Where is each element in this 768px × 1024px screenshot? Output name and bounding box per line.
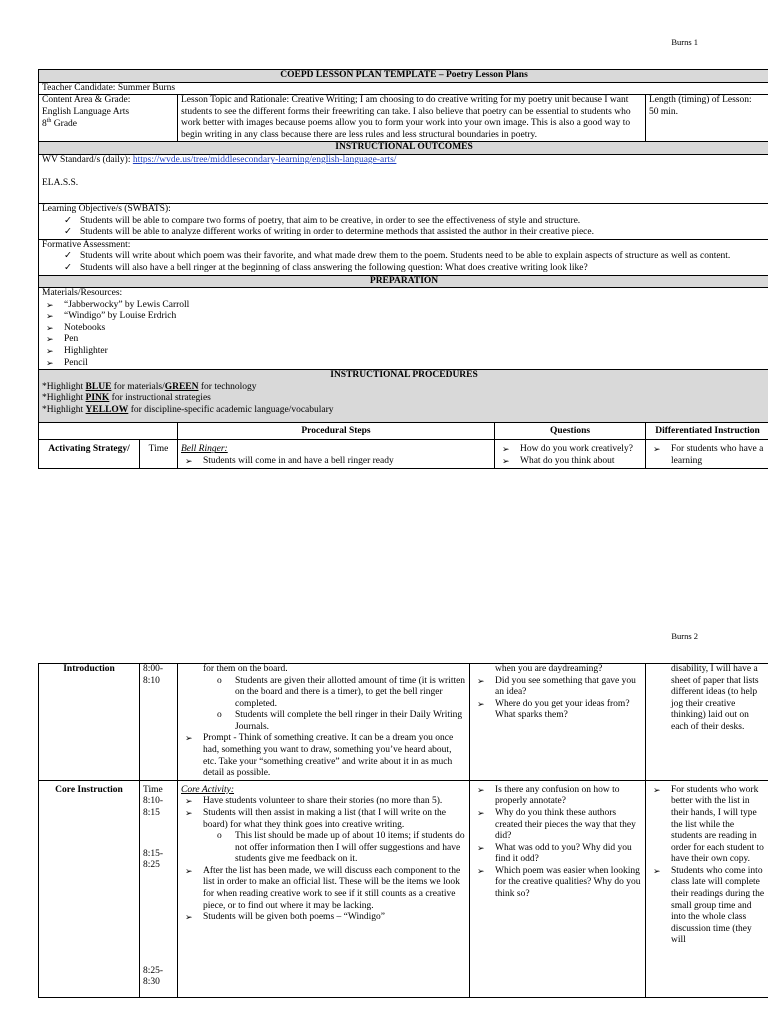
intro-sub-item: o Students are given their allotted amount of time (it is written on the board and there is a timer), to get the bell ringer completed. xyxy=(203,676,466,711)
core-diff-list xyxy=(649,785,766,947)
lesson-length-cell xyxy=(646,95,768,142)
intro-question-list xyxy=(473,676,642,722)
core-sub-item: o This list should be made up of about 10 items; if students do not offer information then I will offer suggestions and have students give me feedback on it. xyxy=(203,831,466,866)
col-header-questions: Questions xyxy=(495,423,646,440)
preparation-header: PREPARATION xyxy=(39,275,768,288)
core-time-1: 8:10-8:15 xyxy=(143,796,164,818)
length-label: Length (timing) of Lesson: xyxy=(649,95,752,106)
intro-questions xyxy=(470,664,646,781)
bell-ringer-title: Bell Ringer: xyxy=(181,444,228,455)
blank-header-cell xyxy=(39,423,178,440)
core-time-2: 8:15-8:25 xyxy=(143,848,164,871)
materials-list xyxy=(42,300,766,369)
hl-blue: BLUE xyxy=(85,381,112,392)
material-item: ➢ Notebooks xyxy=(42,323,766,335)
activating-label: Activating Strategy/ xyxy=(39,440,140,468)
wv-standard xyxy=(42,155,766,167)
material-item: ➢ “Jabberwocky” by Lewis Carroll xyxy=(42,300,766,312)
hl-mid: for instructional strategies xyxy=(109,393,211,404)
question-item: ➢ What do you think about xyxy=(498,456,642,468)
formative-label: Formative Assessment: xyxy=(42,239,131,250)
intro-label: Introduction xyxy=(39,664,140,781)
core-steps-list-a xyxy=(181,796,466,831)
question-item: ➢ Why do you think these authors created their pieces the way that they did? xyxy=(473,808,642,843)
length-value: 50 min. xyxy=(649,106,679,117)
objectives-label: Learning Objective/s (SWBATS): xyxy=(42,204,171,215)
core-time-cell xyxy=(140,780,178,997)
diff-item: ➢ For students who work better with the list in their hands, I will type the list while the students are reading in order for each student to have their own copy. xyxy=(649,785,766,866)
activating-diff xyxy=(646,440,768,468)
wv-standard-label: WV Standard/s (daily): xyxy=(42,155,133,166)
procedures-cell xyxy=(39,370,768,423)
intro-steps xyxy=(178,664,470,781)
grade xyxy=(42,118,174,131)
formative-cell xyxy=(39,239,768,275)
formative-item: ✓ Students will also have a bell ringer at the beginning of class answering the following question: What does creative writing look like? xyxy=(42,263,766,275)
hl-pre: *Highlight xyxy=(42,393,86,404)
core-time-3: 8:25-8:30 xyxy=(143,965,164,988)
content-area-value: English Language Arts xyxy=(42,106,130,117)
diff-item: ➢ Students who come into class late will complete their readings during the small group time and into the whole class discussion time (they will xyxy=(649,866,766,947)
activating-step-list xyxy=(181,456,491,468)
hl-pink: PINK xyxy=(85,393,110,404)
formative-item: ✓ Students will write about which poem was their favorite, and what made drew them to the poem. Students need to be able to explain aspects of structure as well as content. xyxy=(42,251,766,263)
core-label: Core Instruction xyxy=(39,780,140,997)
grade-word: Grade xyxy=(51,119,78,130)
question-item: ➢ Which poem was easier when looking for the creative qualities? Why do you think so? xyxy=(473,866,642,901)
core-diff xyxy=(646,780,768,997)
procedures-header: INSTRUCTIONAL PROCEDURES xyxy=(330,370,478,381)
hl-mid: for materials/ xyxy=(111,381,165,392)
core-step: ➢ Students will be given both poems – “Windigo” xyxy=(181,912,466,924)
col-header-steps: Procedural Steps xyxy=(178,423,495,440)
activating-steps xyxy=(178,440,495,468)
intro-sub-item: o Students will complete the bell ringer in their Daily Writing Journals. xyxy=(203,710,466,733)
intro-diff-text: disability, I will have a sheet of paper that lists different ideas (to help jog their creative thinking) laid out on each of their desks. xyxy=(671,664,759,732)
material-item: ➢ Pencil xyxy=(42,358,766,370)
core-activity-title: Core Activity: xyxy=(181,784,235,795)
grade-suffix: th xyxy=(46,118,52,125)
activating-questions xyxy=(495,440,646,468)
question-item: ➢ Is there any confusion on how to properly annotate? xyxy=(473,785,642,808)
diff-item: ➢ For students who have a learning xyxy=(649,444,766,467)
content-area-label: Content Area & Grade: xyxy=(42,95,131,106)
intro-lead: for them on the board. xyxy=(203,664,288,674)
intro-diff xyxy=(646,664,768,781)
intro-sublist xyxy=(181,676,466,734)
intro-time: 8:00-8:10 xyxy=(140,664,178,781)
objective-item: ✓ Students will be able to analyze different works of writing in order to determine methods that assisted the author in their creative piece. xyxy=(42,227,766,239)
intro-question-lead: when you are daydreaming? xyxy=(495,664,603,674)
content-area-cell xyxy=(39,95,178,142)
activating-diff-list xyxy=(649,444,766,467)
lesson-plan-table-page1 xyxy=(38,69,768,469)
hl-post: for technology xyxy=(198,381,257,392)
wv-standard-link[interactable]: https://wvde.us/tree/middlesecondary-learning/english-language-arts/ xyxy=(132,155,397,166)
page-header: Burns 1 xyxy=(671,37,698,47)
template-title: COEPD LESSON PLAN TEMPLATE – Poetry Lesson Plans xyxy=(39,70,768,83)
materials-cell xyxy=(39,288,768,370)
hl-pre: *Highlight xyxy=(42,381,86,392)
formative-list xyxy=(42,251,766,274)
core-step: ➢ After the list has been made, we will discuss each component to the list in order to make an official list. These will be the items we look for when reading creative work to see if it still counts as a creative piece, or to find out where it may be lacking. xyxy=(181,866,466,912)
objective-item: ✓ Students will be able to compare two forms of poetry, that aim to be creative, in order to see the effectiveness of style and structure. xyxy=(42,216,766,228)
hl-mid: for discipline-specific academic language/vocabulary xyxy=(128,404,334,415)
highlight-line-1 xyxy=(42,382,766,394)
standards-cell xyxy=(39,155,768,204)
question-item: ➢ Did you see something that gave you an idea? xyxy=(473,676,642,699)
core-sublist xyxy=(181,831,466,866)
material-item: ➢ Highlighter xyxy=(42,346,766,358)
ela-standard: ELA.S.S. xyxy=(42,177,79,188)
materials-label: Materials/Resources: xyxy=(42,288,123,299)
lesson-plan-table-page2 xyxy=(38,663,768,998)
intro-prompt-list xyxy=(181,733,466,779)
question-item: ➢ What was odd to you? Why did you find it odd? xyxy=(473,843,642,866)
activating-time: Time xyxy=(140,440,178,468)
highlight-line-3 xyxy=(42,405,766,417)
activating-step: ➢ Students will come in and have a bell ringer ready xyxy=(181,456,491,468)
intro-prompt: ➢ Prompt - Think of something creative. It can be a dream you once had, something you want to draw, something you’ve heard about, etc. Take your “something creative” and write about it in as much detail as possible. xyxy=(181,733,466,779)
core-questions xyxy=(470,780,646,997)
core-step: ➢ Students will then assist in making a list (that I will write on the board) for what they think goes into creative writing. xyxy=(181,808,466,831)
outcomes-header: INSTRUCTIONAL OUTCOMES xyxy=(39,142,768,155)
objectives-cell xyxy=(39,204,768,240)
hl-pre: *Highlight xyxy=(42,404,86,415)
page-header: Burns 2 xyxy=(671,631,698,641)
core-question-list xyxy=(473,785,642,901)
lesson-topic: Lesson Topic and Rationale: Creative Writing; I am choosing to do creative writing for my poetry unit because I want students to see the different forms their freewriting can take. I also believe that poetry can be essential to students who work better with images because poems allow you to form your work into your own image. This is also a good way to begin writing in any class because there are less rules and less structural boundaries in poetry. xyxy=(178,95,646,142)
core-time-head: Time xyxy=(143,784,163,795)
material-item: ➢ “Windigo” by Louise Erdrich xyxy=(42,311,766,323)
objectives-list xyxy=(42,216,766,239)
grade-number: 8 xyxy=(42,119,47,130)
core-steps-list-b xyxy=(181,866,466,924)
question-item: ➢ How do you work creatively? xyxy=(498,444,642,456)
question-item: ➢ Where do you get your ideas from? What sparks them? xyxy=(473,699,642,722)
hl-yellow: YELLOW xyxy=(85,404,129,415)
hl-green: GREEN xyxy=(164,381,199,392)
core-step: ➢ Have students volunteer to share their stories (no more than 5). xyxy=(181,796,466,808)
material-item: ➢ Pen xyxy=(42,334,766,346)
highlight-line-2 xyxy=(42,393,766,405)
activating-question-list xyxy=(498,444,642,467)
teacher-candidate: Teacher Candidate: Summer Burns xyxy=(39,82,768,95)
col-header-diff: Differentiated Instruction xyxy=(646,423,768,440)
core-steps xyxy=(178,780,470,997)
